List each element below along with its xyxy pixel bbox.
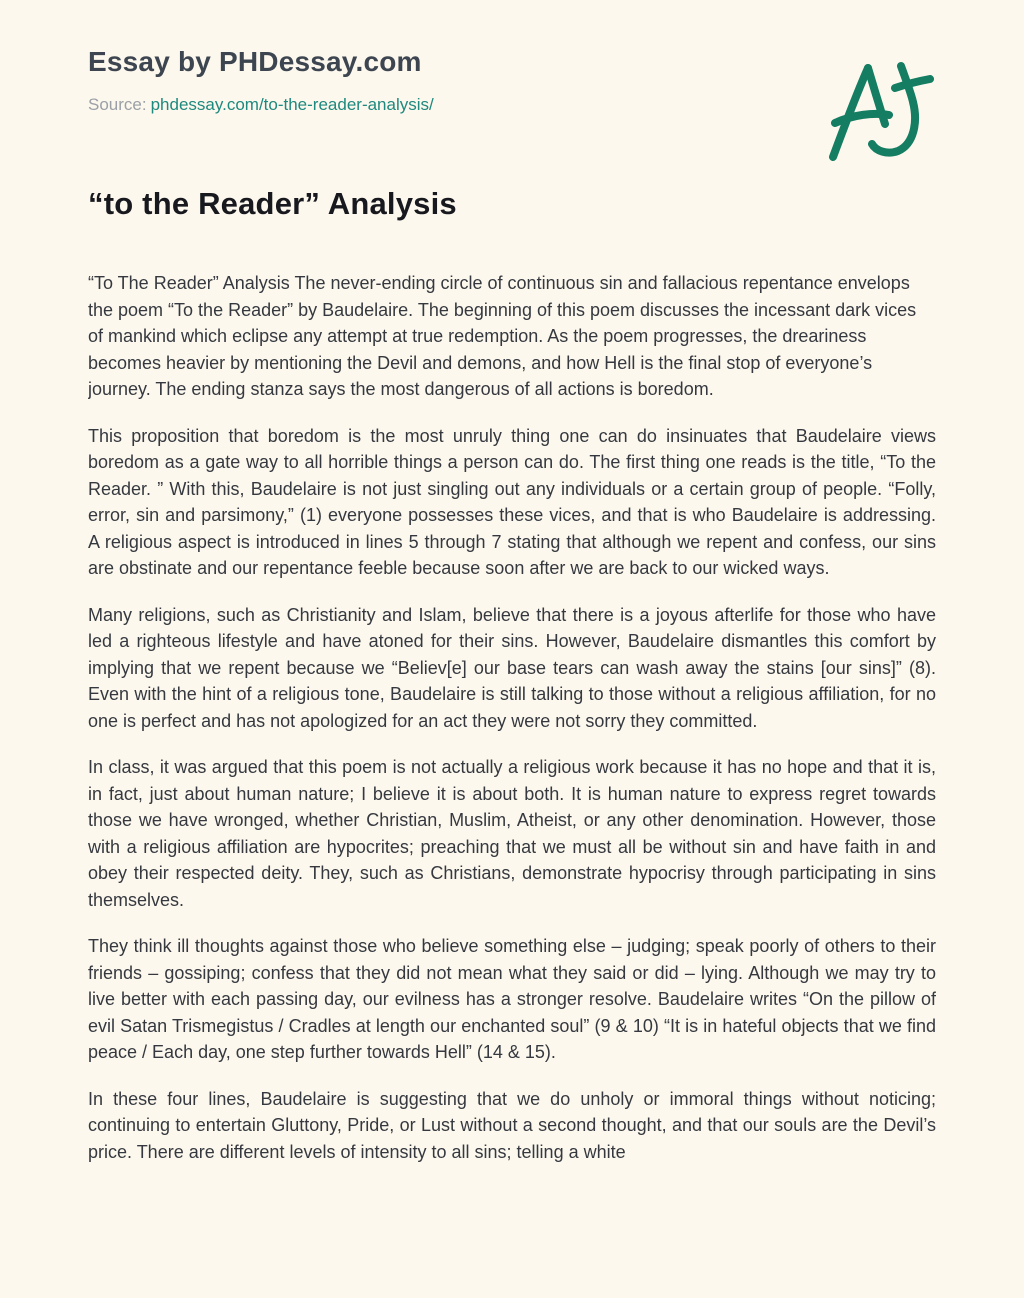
essay-paragraph: They think ill thoughts against those who believe something else – judging; speak poorly of others to their friends – gossiping; confess that they did not mean what they said or did – lying. Although we may try to live better with each passing day, our evilness has a stronger resolve. Baudelaire writes “On the pillow of evil Satan Trismegistus / Cradles at length our enchanted soul” (9 & 10) “It is in hateful objects that we find peace / Each day, one step further towards Hell” (14 & 15).: [88, 936, 936, 1062]
a-plus-logo-icon: [828, 60, 934, 162]
source-line: [88, 95, 434, 115]
phdessay-logo: [828, 60, 934, 162]
header-text-block: [88, 46, 434, 115]
essay-paragraph: In these four lines, Baudelaire is suggesting that we do unholy or immoral things without noticing; continuing to entertain Gluttony, Pride, or Lust without a second thought, and that our souls are the Devil’s price. There are different levels of intensity to all sins; telling a white: [88, 1088, 936, 1162]
essay-paragraph: Many religions, such as Christianity and Islam, believe that there is a joyous afterlife for those who have led a righteous lifestyle and have atoned for their sins. However, Baudelaire dismantles this comfort by implying that we repent because we “Believ[e] our base tears can wash away the stains [our sins]” (8). Even with the hint of a religious tone, Baudelaire is still talking to those without a religious affiliation, for no one is perfect and has not apologized for an act they were not sorry they committed.: [88, 604, 936, 731]
essay-paragraph: “To The Reader” Analysis The never-ending circle of continuous sin and fallacious repentance envelops the poem “To the Reader” by Baudelaire. The beginning of this poem discusses the incessant dark vices of mankind which eclipse any attempt at true redemption. As the poem progresses, the dreariness becomes heavier by mentioning the Devil and demons, and how Hell is the final stop of everyone’s journey. The ending stanza says the most dangerous of all actions is boredom.: [88, 273, 917, 399]
essay-paragraph: In class, it was argued that this poem is not actually a religious work because it has no hope and that it is, in fact, just about human nature; I believe it is about both. It is human nature to express regret towards those we have wronged, whether Christian, Muslim, Atheist, or any other denomination. However, those with a religious affiliation are hypocrites; preaching that we must all be without sin and have faith in and obey their respected deity. They, such as Christians, demonstrate hypocrisy through participating in sins themselves.: [88, 757, 936, 910]
site-title: Essay by PHDessay.com: [88, 46, 422, 77]
essay-paragraph: This proposition that boredom is the most unruly thing one can do insinuates that Baudelaire views boredom as a gate way to all horrible things a person can do. The first thing one reads is the title, “To the Reader. ” With this, Baudelaire is not just singling out any individuals or a certain group of people. “Folly, error, sin and parsimony,” (1) everyone possesses these vices, and that is who Baudelaire is addressing. A religious aspect is introduced in lines 5 through 7 stating that although we repent and confess, our sins are obstinate and our repentance feeble because soon after we are back to our wicked ways.: [88, 425, 936, 578]
essay-body: [88, 270, 936, 1258]
source-link[interactable]: phdessay.com/to-the-reader-analysis/: [150, 95, 434, 114]
source-label: Source:: [88, 95, 147, 114]
essay-title: “to the Reader” Analysis: [88, 186, 457, 221]
